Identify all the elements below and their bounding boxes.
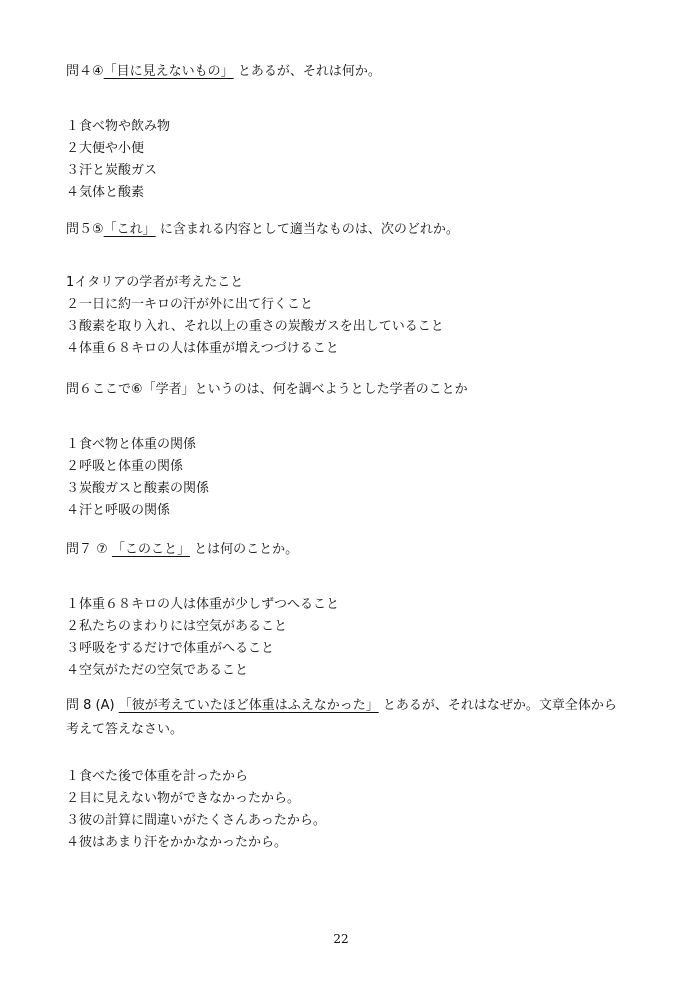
question-7-option-3: ３呼吸をするだけで体重がへること — [66, 641, 275, 656]
question-7 — [66, 538, 626, 682]
question-4-quote: 「目に見えないもの」 — [103, 64, 234, 79]
question-7-number: 問７ ⑦ — [66, 542, 108, 557]
question-6-number: 問６ここで⑥ — [66, 382, 143, 397]
question-6-options — [66, 434, 626, 522]
question-8-prompt — [66, 694, 626, 742]
question-4-option-2: ２大便や小便 — [66, 141, 145, 156]
question-4-option-4: ４気体と酸素 — [66, 185, 145, 200]
question-6 — [66, 378, 626, 522]
question-4-text: とあるが、それは何か。 — [237, 64, 381, 79]
question-7-option-4: ４空気がただの空気であること — [66, 663, 249, 678]
question-5-option-2: ２一日に約一キロの汗が外に出て行くこと — [66, 297, 314, 312]
question-5-text: に含まれる内容として適当なものは、次のどれか。 — [159, 222, 459, 237]
question-6-quote: 「学者」 — [142, 382, 195, 397]
question-6-prompt — [66, 378, 626, 402]
question-8-text: とあるが、それはなぜか。文章全体から考えて答えなさい。 — [66, 698, 617, 737]
question-4-prompt — [66, 60, 626, 84]
question-5-prompt — [66, 218, 626, 242]
question-8-option-1: １食べた後で体重を計ったから — [66, 769, 249, 784]
question-4-option-3: ３汗と炭酸ガス — [66, 163, 158, 178]
question-7-text: とは何のことか。 — [194, 542, 299, 557]
question-5-option-4: ４体重６８キロの人は体重が増えつづけること — [66, 341, 339, 356]
question-5-option-3: ３酸素を取り入れ、それ以上の重さの炭酸ガスを出していること — [66, 319, 444, 334]
question-4 — [66, 60, 626, 204]
question-5-options — [66, 272, 626, 360]
question-8-option-3: ３彼の計算に間違いがたくさんあったから。 — [66, 813, 326, 828]
question-8-options — [66, 766, 626, 854]
question-4-number: 問４④ — [66, 64, 104, 79]
question-8-option-2: ２目に見えない物ができなかったから。 — [66, 791, 301, 806]
question-4-option-1: １食べ物や飲み物 — [66, 119, 171, 134]
question-8-option-4: ４彼はあまり汗をかかなかったから。 — [66, 835, 288, 850]
page-number: 22 — [333, 932, 349, 946]
question-6-option-2: ２呼吸と体重の関係 — [66, 459, 184, 474]
question-5-quote: 「これ」 — [103, 222, 156, 237]
question-8-quote: 「彼が考えていたほど体重はふえなかった」 — [118, 698, 379, 713]
question-7-option-1: １体重６８キロの人は体重が少しずつへること — [66, 597, 340, 612]
question-5-option-1: 1イタリアの学者が考えたこと — [66, 275, 244, 290]
question-7-options — [66, 594, 626, 682]
question-5-number: 問５⑤ — [66, 222, 104, 237]
question-6-option-4: ４汗と呼吸の関係 — [66, 503, 171, 518]
question-4-options — [66, 116, 626, 204]
question-7-option-2: ２私たちのまわりには空気があること — [66, 619, 288, 634]
question-6-option-1: １食べ物と体重の関係 — [66, 437, 197, 452]
question-6-option-3: ３炭酸ガスと酸素の関係 — [66, 481, 210, 496]
question-6-text: というのは、何を調べようとした学者のことか — [194, 382, 468, 397]
question-5 — [66, 218, 626, 360]
question-7-prompt — [66, 538, 626, 562]
question-7-quote: 「このこと」 — [111, 542, 190, 557]
question-8-number: 問 8 (A) — [66, 698, 115, 713]
question-8 — [66, 694, 626, 854]
